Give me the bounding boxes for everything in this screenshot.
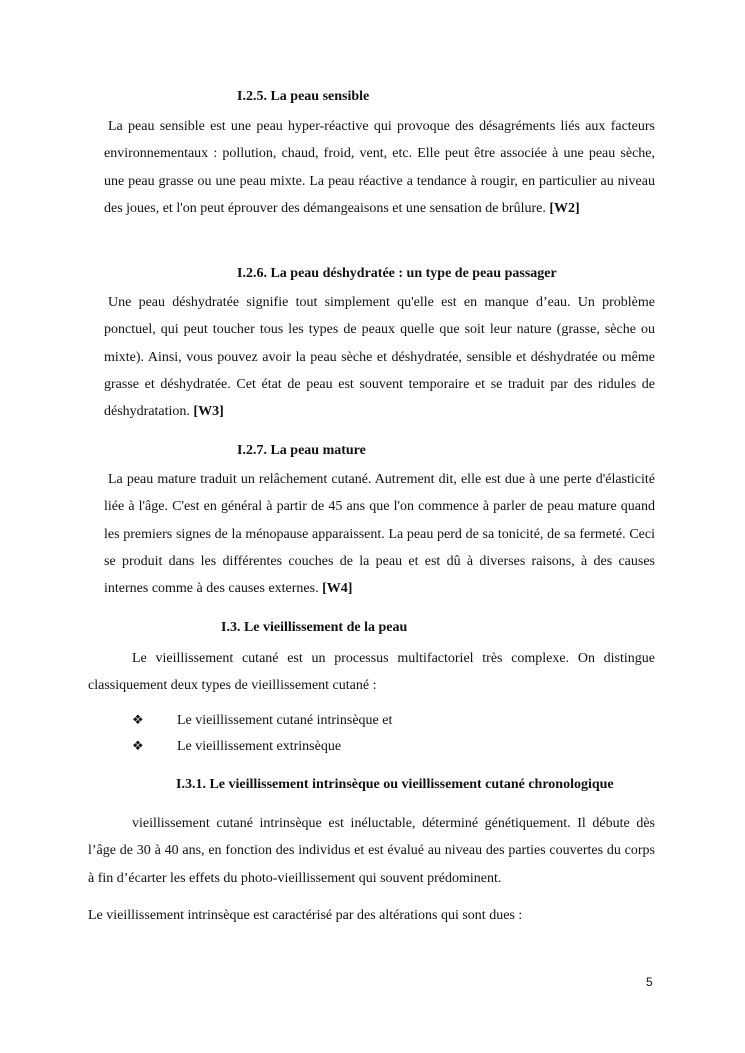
bullet-text: Le vieillissement extrinsèque [177, 739, 342, 754]
heading-1-3-1: I.3.1. Le vieillissement intrinsèque ou vieillissement cutané chronologique [176, 777, 614, 792]
heading-1-2-7: I.2.7. La peau mature [237, 443, 366, 458]
diamond-bullet-icon: ❖ [132, 738, 144, 753]
paragraph-text: La peau sensible est une peau hyper-réactive qui provoque des désagréments liés aux facteurs environnementaux : pollution, chaud, froid, vent, etc. Elle peut être associée à une peau sèche, une peau grasse ou une peau mixte. La peau réactive a tendance à rougir, en particulier au niveau des joues, et l'on peut éprouver des démangeaisons et une sensation de brûlure. [104, 119, 655, 216]
reference-w2: [W2] [549, 200, 580, 216]
diamond-bullet-icon: ❖ [132, 712, 144, 727]
heading-1-3: I.3. Le vieillissement de la peau [221, 620, 408, 635]
paragraph-text: La peau mature traduit un relâchement cutané. Autrement dit, elle est due à une perte d'élasticité liée à l'âge. C'est en général à partir de 45 ans que l'on commence à parler de peau mature quand les premiers signes de la ménopause apparaissent. La peau perd de sa tonicité, de sa fermeté. Ceci se produit dans les différentes couches de la peau et est dû à diverses raisons, à des causes internes comme à des causes externes. [104, 472, 655, 597]
heading-1-2-5: I.2.5. La peau sensible [237, 89, 370, 104]
paragraph-vieillissement [88, 645, 655, 700]
page-number: 5 [646, 975, 653, 989]
paragraph-text: vieillissement cutané intrinsèque est inéluctable, déterminé génétiquement. Il débute dès l’âge de 30 à 40 ans, en fonction des individus et est évalué au niveau des parties couvertes du corps à fin d’écarter les effets du photo-vieillissement qui souvent prédominent. [88, 816, 655, 886]
paragraph-text: Le vieillissement cutané est un processus multifactoriel très complexe. On distingue classiquement deux types de vieillissement cutané : [88, 651, 655, 694]
paragraph-peau-mature [104, 466, 655, 602]
reference-w4: [W4] [322, 581, 353, 597]
paragraph-text: Une peau déshydratée signifie tout simplement qu'elle est en manque d’eau. Un problème ponctuel, qui peut toucher tous les types de peaux quelle que soit leur nature (grasse, sèche ou mixte). Ainsi, vous pouvez avoir la peau sèche et déshydratée, sensible et déshydratée ou même grasse et déshydratée. Cet état de peau est souvent temporaire et se traduit par des ridules de déshydratation. [104, 295, 655, 420]
paragraph-vieillissement-intrinseque [88, 810, 655, 892]
reference-w3: [W3] [193, 404, 224, 420]
paragraph-peau-sensible [104, 113, 655, 222]
paragraph-text: Le vieillissement intrinsèque est caractérisé par des altérations qui sont dues : [88, 908, 523, 923]
bullet-text: Le vieillissement cutané intrinsèque et [177, 713, 393, 728]
paragraph-alterations [88, 902, 655, 929]
paragraph-peau-deshydratee [104, 289, 655, 425]
heading-1-2-6: I.2.6. La peau déshydratée : un type de peau passager [237, 266, 557, 281]
